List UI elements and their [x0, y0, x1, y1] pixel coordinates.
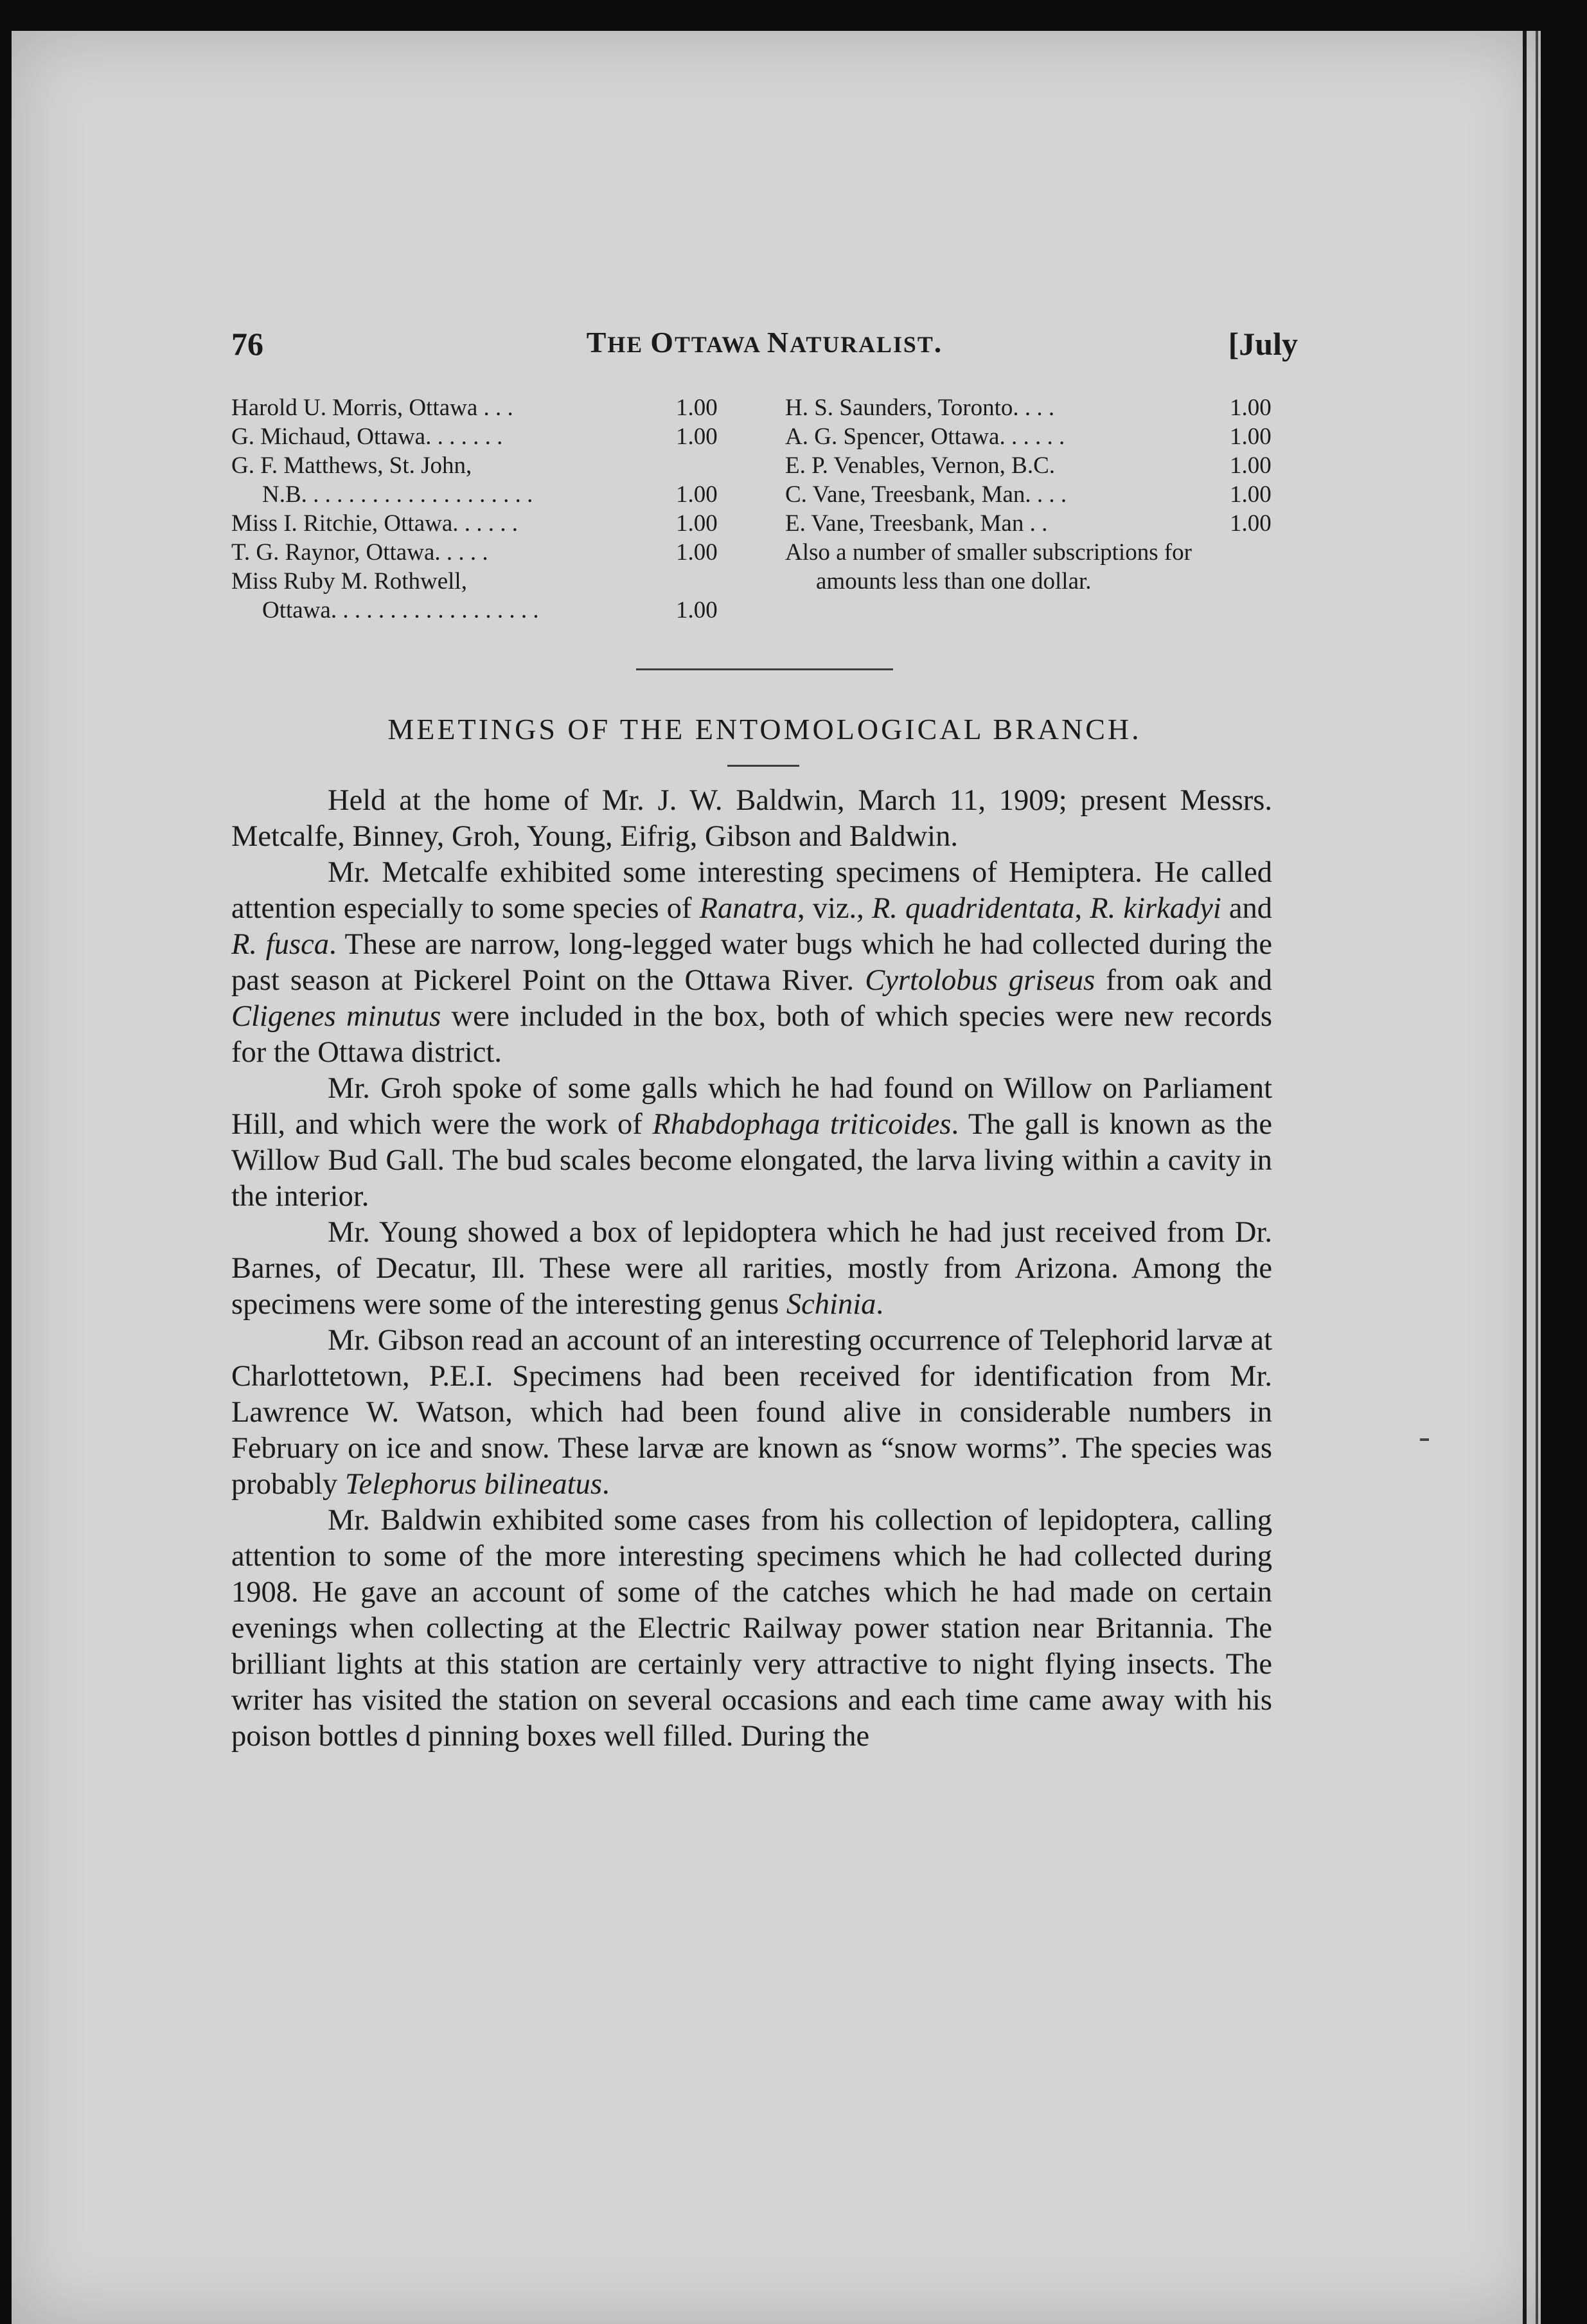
species-name: Ranatra — [699, 892, 797, 925]
subscriber-name: Ottawa. . . . . . . . . . . . . . . . . . — [262, 597, 539, 623]
subscription-amount: 1.00 — [1230, 481, 1272, 508]
text-run: Held at the home of Mr. J. W. Baldwin, March 11, 1909; present Messrs. Metcalfe, Binney, Groh, Young, Eifrig, Gibson and Baldwin. — [231, 784, 1272, 853]
text-run: . These are narrow, long-legged water bugs which he had collected during the past season at Pickerel Point on the Ottawa River. — [231, 928, 1273, 997]
paragraph — [231, 1503, 1272, 1755]
text-run: were included in the box, both of which species were new records for the Ottawa district. — [231, 1000, 1272, 1069]
text-run: and — [1221, 892, 1273, 925]
subscriber-name: A. G. Spencer, Ottawa. . . . . . — [785, 424, 1065, 450]
subscriber-name: E. P. Venables, Vernon, B.C. — [785, 452, 1056, 479]
title-underline — [727, 765, 799, 767]
text-run: Mr. Baldwin exhibited some cases from his collection of lepidoptera, calling attention to some of the more interesting specimens which he had collected during 1908. He gave an account of some of the catches which he had made on certain evenings when collecting at the Electric Railway power station near Britannia. The brilliant lights at this station are certainly very attractive to night flying insects. The writer has visited the station on several occasions and each time came away with his poison bottles d pinning boxes well filled. During the — [231, 1504, 1272, 1753]
subscriber-name: Miss Ruby M. Rothwell, — [231, 568, 467, 594]
subscriber-name: Miss I. Ritchie, Ottawa. . . . . . — [231, 510, 519, 537]
edge-mark — [1420, 1438, 1429, 1441]
text-run: , viz., — [797, 892, 872, 925]
text-run: Mr. Gibson read an account of an interesting occurrence of Telephorid larvæ at Charlottetown, P.E.I. Specimens had been received for identification from Mr. Lawrence W. Watson, which had been found alive in considerable numbers in February on ice and snow. These larvæ are known as “snow worms”. The species was probably — [231, 1324, 1272, 1501]
article-body — [231, 783, 1272, 1755]
species-name: Telephorus bilineatus — [344, 1468, 602, 1501]
paragraph — [231, 855, 1272, 1071]
paragraph — [231, 1071, 1272, 1215]
subscription-entry — [785, 422, 1299, 451]
subscription-entry — [785, 393, 1299, 422]
subscription-entry — [231, 480, 745, 509]
subscriber-name: H. S. Saunders, Toronto. . . . — [785, 395, 1055, 421]
species-name: R. fusca — [231, 928, 329, 961]
species-name: Schinia — [786, 1288, 876, 1321]
text-run: Mr. Metcalfe exhibited some interesting specimens of Hemiptera. He called attention especially to some species of — [231, 856, 1272, 925]
subscription-entry — [231, 451, 745, 480]
subscriber-name: T. G. Raynor, Ottawa. . . . . — [231, 539, 488, 566]
text-run: . — [601, 1468, 610, 1501]
text-run: from oak and — [1095, 964, 1272, 997]
page-edge-line — [1523, 31, 1527, 2324]
subscription-entry — [785, 480, 1299, 509]
subscriber-name: Harold U. Morris, Ottawa . . . — [231, 395, 513, 421]
journal-title: THE OTTAWA NATURALIST. — [586, 326, 943, 359]
section-divider — [636, 668, 893, 670]
species-name: Cyrtolobus griseus — [865, 964, 1095, 997]
subscription-amount: 1.00 — [676, 395, 718, 421]
text-run: , — [1074, 892, 1090, 925]
text-run: . The gall is known as the Willow Bud Gall. The bud scales become elongated, the larva living within a cavity in the interior. — [231, 1108, 1272, 1213]
text-run: Mr. Young showed a box of lepidoptera which he had just received from Dr. Barnes, of Decatur, Ill. These were all rarities, mostly from Arizona. Among the specimens were some of the interesting genus — [231, 1216, 1272, 1321]
subscription-amount: 1.00 — [1230, 395, 1272, 421]
species-name: Cligenes minutus — [231, 1000, 441, 1033]
running-header — [231, 325, 1298, 370]
page-number: 76 — [231, 326, 263, 362]
text-run: . — [876, 1288, 883, 1321]
paragraph — [231, 1215, 1272, 1323]
subscription-amount: 1.00 — [676, 424, 718, 450]
issue-month: [July — [1228, 326, 1298, 362]
text-run: Mr. Groh spoke of some galls which he had found on Willow on Parliament Hill, and which were the work of — [231, 1072, 1272, 1141]
paragraph — [231, 1323, 1272, 1503]
subscriber-name: G. Michaud, Ottawa. . . . . . . — [231, 424, 503, 450]
subscriber-name: C. Vane, Treesbank, Man. . . . — [785, 481, 1067, 508]
subscription-note: Also a number of smaller subscriptions for amounts less than one dollar. — [785, 539, 1192, 594]
subscription-list-left — [231, 393, 745, 625]
subscription-entry — [231, 538, 745, 567]
species-name: R. quadridentata — [871, 892, 1075, 925]
subscription-list-right — [785, 393, 1299, 596]
subscription-entry — [785, 509, 1299, 538]
species-name: Rhabdophaga triticoides — [652, 1108, 952, 1141]
subscription-amount: 1.00 — [1230, 424, 1272, 450]
subscriber-name: G. F. Matthews, St. John, — [231, 452, 472, 479]
subscription-amount: 1.00 — [676, 510, 718, 537]
subscription-entry — [231, 596, 745, 625]
subscription-amount: 1.00 — [1230, 510, 1272, 537]
subscription-amount: 1.00 — [676, 539, 718, 566]
subscription-amount: 1.00 — [676, 481, 718, 508]
page-edge-line — [1536, 31, 1538, 2324]
subscription-entry — [231, 567, 745, 596]
species-name: R. kirkadyi — [1090, 892, 1221, 925]
subscriber-name: N.B. . . . . . . . . . . . . . . . . . . . — [262, 481, 533, 508]
subscription-entry — [231, 509, 745, 538]
subscription-amount: 1.00 — [676, 597, 718, 623]
subscription-entry — [785, 451, 1299, 480]
subscription-entry — [231, 422, 745, 451]
subscription-amount: 1.00 — [1230, 452, 1272, 479]
section-title: MEETINGS OF THE ENTOMOLOGICAL BRANCH. — [387, 713, 1142, 746]
paragraph — [231, 783, 1272, 855]
subscriber-name: E. Vane, Treesbank, Man . . — [785, 510, 1048, 537]
subscription-entry — [231, 393, 745, 422]
